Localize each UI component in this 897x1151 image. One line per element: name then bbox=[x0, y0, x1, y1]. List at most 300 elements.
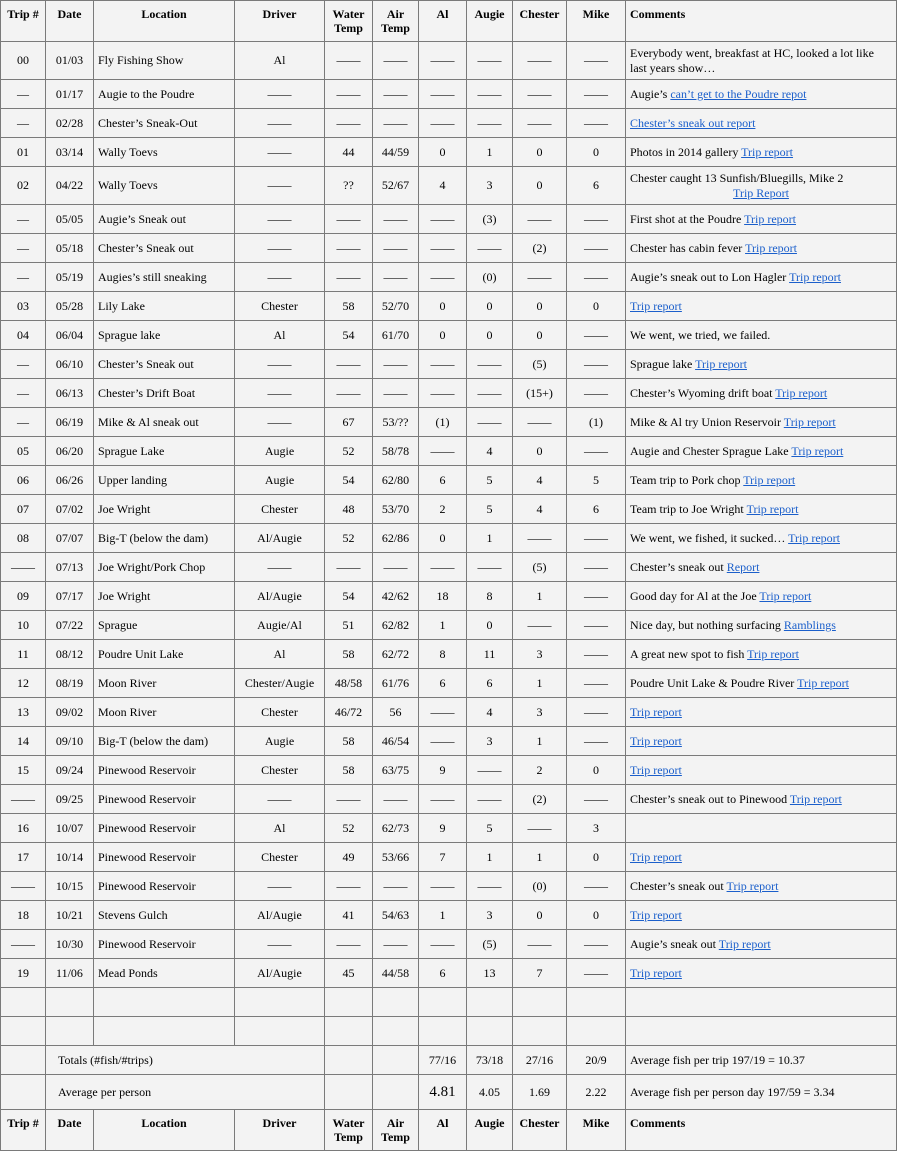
location-cell: Augie to the Poudre bbox=[94, 80, 235, 109]
comment-cell bbox=[626, 785, 897, 814]
augie-cell: 11 bbox=[467, 640, 513, 669]
air-temp-cell: —— bbox=[373, 872, 419, 901]
table-row bbox=[1, 321, 897, 350]
driver-cell: —— bbox=[235, 872, 325, 901]
driver-cell: Al/Augie bbox=[235, 524, 325, 553]
header-water-temp: Water Temp bbox=[325, 1, 373, 42]
comment-cell bbox=[626, 437, 897, 466]
augie-cell: 1 bbox=[467, 138, 513, 167]
header-air-temp: Air Temp bbox=[373, 1, 419, 42]
augie-cell: 1 bbox=[467, 524, 513, 553]
trip-cell: 19 bbox=[1, 959, 46, 988]
chester-cell: 1 bbox=[513, 669, 567, 698]
comment-cell bbox=[626, 42, 897, 80]
date-cell: 04/22 bbox=[46, 167, 94, 205]
date-cell: 01/17 bbox=[46, 80, 94, 109]
date-cell: 01/03 bbox=[46, 42, 94, 80]
comment-cell bbox=[626, 292, 897, 321]
comment-text: Everybody went, breakfast at HC, looked a lot like last years show… bbox=[630, 45, 874, 75]
trip-report-link[interactable]: Trip Report bbox=[733, 185, 789, 200]
location-cell: Joe Wright bbox=[94, 582, 235, 611]
trip-cell: — bbox=[1, 350, 46, 379]
air-temp-cell: 61/76 bbox=[373, 669, 419, 698]
water-temp-cell: 45 bbox=[325, 959, 373, 988]
date-cell: 07/13 bbox=[46, 553, 94, 582]
totals-augie: 73/18 bbox=[467, 1046, 513, 1075]
table-row bbox=[1, 640, 897, 669]
trip-report-link[interactable]: Trip report bbox=[630, 704, 682, 719]
mike-cell: —— bbox=[567, 234, 626, 263]
augie-cell: 8 bbox=[467, 582, 513, 611]
trip-cell: 03 bbox=[1, 292, 46, 321]
air-temp-cell: 52/70 bbox=[373, 292, 419, 321]
driver-cell: Augie bbox=[235, 437, 325, 466]
trip-report-link[interactable]: Chester’s sneak out report bbox=[630, 115, 756, 130]
comment-text: We went, we fished, it sucked… bbox=[630, 530, 789, 545]
location-cell: Fly Fishing Show bbox=[94, 42, 235, 80]
table-row bbox=[1, 524, 897, 553]
driver-cell: —— bbox=[235, 350, 325, 379]
driver-cell: —— bbox=[235, 553, 325, 582]
al-cell: —— bbox=[419, 109, 467, 138]
comment-cell bbox=[626, 930, 897, 959]
header-driver: Driver bbox=[235, 1, 325, 42]
location-cell: Pinewood Reservoir bbox=[94, 785, 235, 814]
al-cell: —— bbox=[419, 350, 467, 379]
date-cell: 11/06 bbox=[46, 959, 94, 988]
trip-report-link[interactable]: Report bbox=[726, 559, 760, 574]
comment-cell bbox=[626, 669, 897, 698]
driver-cell: Al bbox=[235, 640, 325, 669]
trip-cell: —— bbox=[1, 930, 46, 959]
augie-cell: —— bbox=[467, 756, 513, 785]
trip-report-link[interactable]: Trip report bbox=[695, 356, 747, 371]
location-cell: Joe Wright bbox=[94, 495, 235, 524]
trip-cell: 12 bbox=[1, 669, 46, 698]
chester-cell: 1 bbox=[513, 582, 567, 611]
chester-cell: 0 bbox=[513, 138, 567, 167]
blank-row bbox=[1, 988, 897, 1017]
chester-cell: (0) bbox=[513, 872, 567, 901]
mike-cell: —— bbox=[567, 930, 626, 959]
air-temp-cell: 53/66 bbox=[373, 843, 419, 872]
mike-cell: —— bbox=[567, 785, 626, 814]
water-temp-cell: 67 bbox=[325, 408, 373, 437]
al-cell: 1 bbox=[419, 611, 467, 640]
comment-text: Augie’s bbox=[630, 86, 671, 101]
footer-header-al: Al bbox=[419, 1110, 467, 1151]
chester-cell: 3 bbox=[513, 640, 567, 669]
al-cell: 9 bbox=[419, 756, 467, 785]
trip-report-link[interactable]: Trip report bbox=[746, 501, 799, 516]
driver-cell: Chester bbox=[235, 756, 325, 785]
al-cell: 0 bbox=[419, 292, 467, 321]
chester-cell: —— bbox=[513, 205, 567, 234]
header-comments: Comments bbox=[626, 1, 897, 42]
air-temp-cell: 54/63 bbox=[373, 901, 419, 930]
trip-report-link[interactable]: Trip report bbox=[630, 733, 682, 748]
date-cell: 10/30 bbox=[46, 930, 94, 959]
comment-cell bbox=[626, 698, 897, 727]
trip-cell: —— bbox=[1, 872, 46, 901]
chester-cell: 0 bbox=[513, 901, 567, 930]
totals-comment: Average fish per trip 197/19 = 10.37 bbox=[626, 1046, 897, 1075]
trip-cell: —— bbox=[1, 553, 46, 582]
date-cell: 09/02 bbox=[46, 698, 94, 727]
augie-cell: —— bbox=[467, 80, 513, 109]
location-cell: Chester’s Sneak-Out bbox=[94, 109, 235, 138]
link-line bbox=[630, 186, 892, 201]
chester-cell: —— bbox=[513, 42, 567, 80]
chester-cell: (2) bbox=[513, 234, 567, 263]
date-cell: 05/28 bbox=[46, 292, 94, 321]
augie-cell: 0 bbox=[467, 292, 513, 321]
average-al: 4.81 bbox=[419, 1075, 467, 1110]
table-row bbox=[1, 80, 897, 109]
trip-report-link[interactable]: Trip report bbox=[775, 385, 828, 400]
comment-cell bbox=[626, 350, 897, 379]
trip-report-link[interactable]: Trip report bbox=[718, 936, 771, 951]
driver-cell: —— bbox=[235, 785, 325, 814]
air-temp-cell: 58/78 bbox=[373, 437, 419, 466]
driver-cell: Augie bbox=[235, 727, 325, 756]
al-cell: —— bbox=[419, 263, 467, 292]
air-temp-cell: —— bbox=[373, 42, 419, 80]
al-cell: —— bbox=[419, 205, 467, 234]
trip-report-link[interactable]: Trip report bbox=[788, 530, 840, 545]
mike-cell: 6 bbox=[567, 495, 626, 524]
comment-text: Chester has cabin fever bbox=[630, 240, 746, 255]
comment-cell bbox=[626, 205, 897, 234]
al-cell: 1 bbox=[419, 901, 467, 930]
comment-text: Chester’s sneak out bbox=[630, 878, 727, 893]
trip-report-link[interactable]: Trip report bbox=[789, 269, 841, 284]
trip-report-link[interactable]: Trip report bbox=[797, 675, 849, 690]
trip-report-link[interactable]: Trip report bbox=[630, 762, 682, 777]
date-cell: 05/18 bbox=[46, 234, 94, 263]
water-temp-cell: —— bbox=[325, 42, 373, 80]
chester-cell: —— bbox=[513, 408, 567, 437]
trip-cell: — bbox=[1, 109, 46, 138]
water-temp-cell: 48 bbox=[325, 495, 373, 524]
trip-report-link[interactable]: Trip report bbox=[630, 298, 682, 313]
comment-text: We went, we tried, we failed. bbox=[630, 327, 771, 342]
date-cell: 10/15 bbox=[46, 872, 94, 901]
trip-cell: — bbox=[1, 205, 46, 234]
trip-report-link[interactable]: Trip report bbox=[743, 472, 796, 487]
water-temp-cell: ?? bbox=[325, 167, 373, 205]
augie-cell: —— bbox=[467, 553, 513, 582]
water-temp-cell: 49 bbox=[325, 843, 373, 872]
location-cell: Upper landing bbox=[94, 466, 235, 495]
trip-report-link[interactable]: Trip report bbox=[744, 211, 797, 226]
water-temp-cell: —— bbox=[325, 379, 373, 408]
totals-chester: 27/16 bbox=[513, 1046, 567, 1075]
driver-cell: —— bbox=[235, 379, 325, 408]
average-comment: Average fish per person day 197/59 = 3.34 bbox=[626, 1075, 897, 1110]
al-cell: —— bbox=[419, 930, 467, 959]
augie-cell: (0) bbox=[467, 263, 513, 292]
augie-cell: 13 bbox=[467, 959, 513, 988]
water-temp-cell: 52 bbox=[325, 437, 373, 466]
footer-header-driver: Driver bbox=[235, 1110, 325, 1151]
trip-cell: 00 bbox=[1, 42, 46, 80]
location-cell: Chester’s Sneak out bbox=[94, 350, 235, 379]
table-row bbox=[1, 698, 897, 727]
location-cell: Lily Lake bbox=[94, 292, 235, 321]
trip-cell: — bbox=[1, 379, 46, 408]
trip-cell: 15 bbox=[1, 756, 46, 785]
driver-cell: Al bbox=[235, 814, 325, 843]
augie-cell: —— bbox=[467, 42, 513, 80]
al-cell: 6 bbox=[419, 669, 467, 698]
al-cell: —— bbox=[419, 234, 467, 263]
comment-cell bbox=[626, 843, 897, 872]
totals-row bbox=[1, 1046, 897, 1075]
date-cell: 06/10 bbox=[46, 350, 94, 379]
location-cell: Sprague bbox=[94, 611, 235, 640]
footer-header-date: Date bbox=[46, 1110, 94, 1151]
mike-cell: —— bbox=[567, 727, 626, 756]
comment-cell bbox=[626, 814, 897, 843]
trip-cell: 11 bbox=[1, 640, 46, 669]
trip-report-link[interactable]: Trip report bbox=[747, 646, 799, 661]
mike-cell: —— bbox=[567, 553, 626, 582]
location-cell: Pinewood Reservoir bbox=[94, 756, 235, 785]
totals-mike: 20/9 bbox=[567, 1046, 626, 1075]
driver-cell: Al/Augie bbox=[235, 959, 325, 988]
air-temp-cell: —— bbox=[373, 80, 419, 109]
augie-cell: 5 bbox=[467, 814, 513, 843]
trip-cell: 02 bbox=[1, 167, 46, 205]
header-augie: Augie bbox=[467, 1, 513, 42]
comment-text: Nice day, but nothing surfacing bbox=[630, 617, 784, 632]
comment-text: Mike & Al try Union Reservoir bbox=[630, 414, 784, 429]
trip-report-link[interactable]: Trip report bbox=[759, 588, 812, 603]
location-cell: Moon River bbox=[94, 669, 235, 698]
comment-cell bbox=[626, 959, 897, 988]
location-cell: Pinewood Reservoir bbox=[94, 814, 235, 843]
trip-cell: —— bbox=[1, 785, 46, 814]
trip-cell: 08 bbox=[1, 524, 46, 553]
chester-cell: 4 bbox=[513, 495, 567, 524]
augie-cell: (5) bbox=[467, 930, 513, 959]
augie-cell: (3) bbox=[467, 205, 513, 234]
table-row bbox=[1, 350, 897, 379]
table-row bbox=[1, 843, 897, 872]
trip-report-link[interactable]: Trip report bbox=[630, 965, 682, 980]
air-temp-cell: —— bbox=[373, 205, 419, 234]
table-row bbox=[1, 582, 897, 611]
air-temp-cell: 52/67 bbox=[373, 167, 419, 205]
date-cell: 06/26 bbox=[46, 466, 94, 495]
driver-cell: —— bbox=[235, 109, 325, 138]
date-cell: 09/10 bbox=[46, 727, 94, 756]
air-temp-cell: 44/58 bbox=[373, 959, 419, 988]
water-temp-cell: —— bbox=[325, 553, 373, 582]
table-row bbox=[1, 42, 897, 80]
trip-report-link[interactable]: Trip report bbox=[630, 907, 682, 922]
air-temp-cell: 53/?? bbox=[373, 408, 419, 437]
comment-cell bbox=[626, 321, 897, 350]
mike-cell: —— bbox=[567, 959, 626, 988]
chester-cell: —— bbox=[513, 109, 567, 138]
table-row bbox=[1, 930, 897, 959]
mike-cell: —— bbox=[567, 42, 626, 80]
trip-cell: — bbox=[1, 234, 46, 263]
air-temp-cell: 53/70 bbox=[373, 495, 419, 524]
table-row bbox=[1, 109, 897, 138]
driver-cell: Al bbox=[235, 42, 325, 80]
table-row bbox=[1, 379, 897, 408]
water-temp-cell: 51 bbox=[325, 611, 373, 640]
comment-text: Chester’s Wyoming drift boat bbox=[630, 385, 776, 400]
trip-cell: — bbox=[1, 408, 46, 437]
comment-cell bbox=[626, 901, 897, 930]
trip-report-link[interactable]: Trip report bbox=[783, 414, 836, 429]
air-temp-cell: 44/59 bbox=[373, 138, 419, 167]
date-cell: 10/21 bbox=[46, 901, 94, 930]
al-cell: 7 bbox=[419, 843, 467, 872]
trip-report-link[interactable]: Trip report bbox=[791, 443, 844, 458]
table-row bbox=[1, 785, 897, 814]
trip-report-link[interactable]: Ramblings bbox=[783, 617, 836, 632]
augie-cell: 1 bbox=[467, 843, 513, 872]
driver-cell: —— bbox=[235, 930, 325, 959]
water-temp-cell: 41 bbox=[325, 901, 373, 930]
augie-cell: 0 bbox=[467, 611, 513, 640]
driver-cell: —— bbox=[235, 205, 325, 234]
mike-cell: —— bbox=[567, 437, 626, 466]
comment-cell bbox=[626, 756, 897, 785]
mike-cell: 0 bbox=[567, 843, 626, 872]
al-cell: 2 bbox=[419, 495, 467, 524]
location-cell: Augies’s still sneaking bbox=[94, 263, 235, 292]
table-row bbox=[1, 669, 897, 698]
footer-header-chester: Chester bbox=[513, 1110, 567, 1151]
date-cell: 06/20 bbox=[46, 437, 94, 466]
al-cell: —— bbox=[419, 698, 467, 727]
trip-rows bbox=[1, 42, 897, 988]
location-cell: Mead Ponds bbox=[94, 959, 235, 988]
mike-cell: 0 bbox=[567, 138, 626, 167]
driver-cell: Al bbox=[235, 321, 325, 350]
mike-cell: 0 bbox=[567, 901, 626, 930]
comment-text: Team trip to Joe Wright bbox=[630, 501, 747, 516]
chester-cell: 0 bbox=[513, 292, 567, 321]
chester-cell: (5) bbox=[513, 350, 567, 379]
trip-cell: 14 bbox=[1, 727, 46, 756]
trip-cell: 13 bbox=[1, 698, 46, 727]
mike-cell: 3 bbox=[567, 814, 626, 843]
driver-cell: Augie bbox=[235, 466, 325, 495]
trip-cell: 16 bbox=[1, 814, 46, 843]
augie-cell: —— bbox=[467, 379, 513, 408]
comment-text: First shot at the Poudre bbox=[630, 211, 745, 226]
table-row bbox=[1, 167, 897, 205]
comment-text: Chester caught 13 Sunfish/Bluegills, Mike 2 bbox=[630, 170, 844, 185]
al-cell: (1) bbox=[419, 408, 467, 437]
air-temp-cell: —— bbox=[373, 350, 419, 379]
trip-report-link[interactable]: Trip report bbox=[726, 878, 779, 893]
augie-cell: 5 bbox=[467, 466, 513, 495]
driver-cell: —— bbox=[235, 80, 325, 109]
mike-cell: —— bbox=[567, 698, 626, 727]
date-cell: 09/25 bbox=[46, 785, 94, 814]
date-cell: 06/19 bbox=[46, 408, 94, 437]
footer-header-comments: Comments bbox=[626, 1110, 897, 1151]
date-cell: 02/28 bbox=[46, 109, 94, 138]
date-cell: 07/17 bbox=[46, 582, 94, 611]
comment-text: Augie’s sneak out bbox=[630, 936, 719, 951]
location-cell: Augie’s Sneak out bbox=[94, 205, 235, 234]
mike-cell: 0 bbox=[567, 756, 626, 785]
trip-cell: 09 bbox=[1, 582, 46, 611]
footer-header-row bbox=[1, 1110, 897, 1151]
trip-report-link[interactable]: can’t get to the Poudre repot bbox=[670, 86, 807, 101]
trip-report-link[interactable]: Trip report bbox=[789, 791, 842, 806]
augie-cell: —— bbox=[467, 408, 513, 437]
location-cell: Chester’s Drift Boat bbox=[94, 379, 235, 408]
trip-cell: — bbox=[1, 263, 46, 292]
al-cell: 4 bbox=[419, 167, 467, 205]
augie-cell: 3 bbox=[467, 167, 513, 205]
driver-cell: —— bbox=[235, 138, 325, 167]
driver-cell: —— bbox=[235, 167, 325, 205]
chester-cell: 0 bbox=[513, 167, 567, 205]
comment-cell bbox=[626, 524, 897, 553]
driver-cell: Al/Augie bbox=[235, 901, 325, 930]
chester-cell: 3 bbox=[513, 698, 567, 727]
date-cell: 05/19 bbox=[46, 263, 94, 292]
mike-cell: 0 bbox=[567, 292, 626, 321]
mike-cell: —— bbox=[567, 321, 626, 350]
air-temp-cell: 56 bbox=[373, 698, 419, 727]
chester-cell: 1 bbox=[513, 727, 567, 756]
comment-text: Chester’s sneak out bbox=[630, 559, 727, 574]
driver-cell: Chester bbox=[235, 843, 325, 872]
table-row bbox=[1, 553, 897, 582]
water-temp-cell: —— bbox=[325, 785, 373, 814]
average-mike: 2.22 bbox=[567, 1075, 626, 1110]
mike-cell: (1) bbox=[567, 408, 626, 437]
chester-cell: 1 bbox=[513, 843, 567, 872]
mike-cell: —— bbox=[567, 80, 626, 109]
comment-text: Augie and Chester Sprague Lake bbox=[630, 443, 792, 458]
comment-cell bbox=[626, 167, 897, 205]
mike-cell: 6 bbox=[567, 167, 626, 205]
chester-cell: (2) bbox=[513, 785, 567, 814]
location-cell: Chester’s Sneak out bbox=[94, 234, 235, 263]
water-temp-cell: 58 bbox=[325, 756, 373, 785]
augie-cell: 3 bbox=[467, 901, 513, 930]
header-chester: Chester bbox=[513, 1, 567, 42]
table-row bbox=[1, 205, 897, 234]
average-label: Average per person bbox=[46, 1075, 325, 1110]
trip-cell: — bbox=[1, 80, 46, 109]
trip-report-link[interactable]: Trip report bbox=[630, 849, 682, 864]
comment-text: Team trip to Pork chop bbox=[630, 472, 744, 487]
trip-report-link[interactable]: Trip report bbox=[741, 144, 794, 159]
average-augie: 4.05 bbox=[467, 1075, 513, 1110]
date-cell: 07/22 bbox=[46, 611, 94, 640]
trip-report-link[interactable]: Trip report bbox=[745, 240, 797, 255]
table-row bbox=[1, 814, 897, 843]
footer-header-air-temp: Air Temp bbox=[373, 1110, 419, 1151]
trip-cell: 05 bbox=[1, 437, 46, 466]
comment-cell bbox=[626, 640, 897, 669]
water-temp-cell: 58 bbox=[325, 727, 373, 756]
